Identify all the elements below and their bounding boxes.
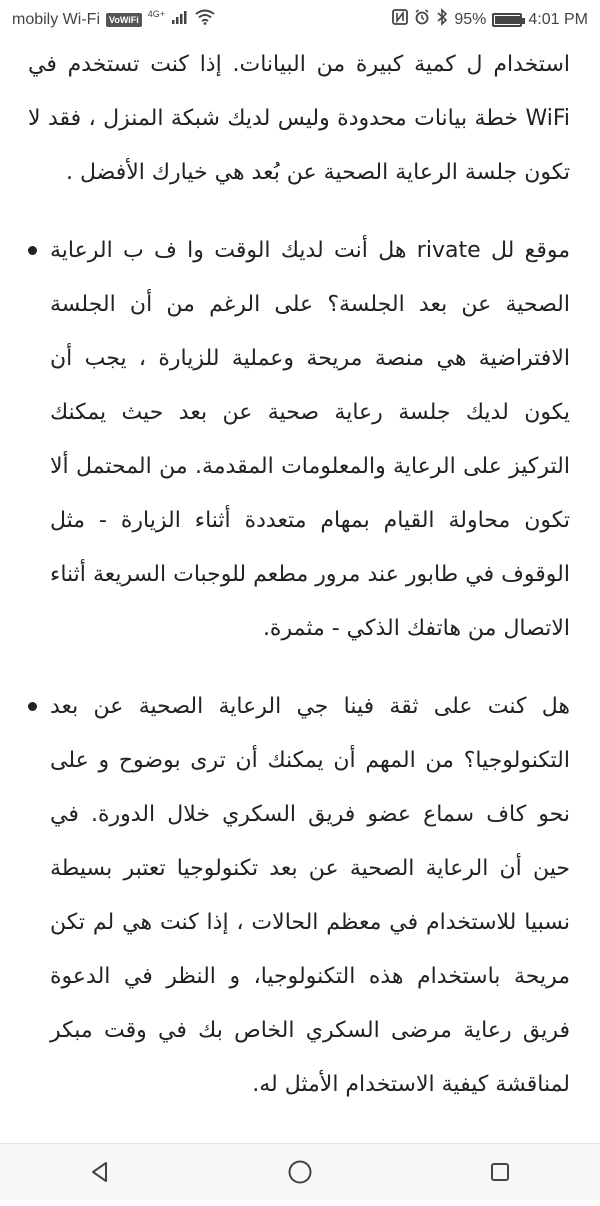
status-left [12, 9, 215, 30]
wifi-icon [195, 9, 215, 30]
bullet-icon [28, 246, 37, 255]
status-bar [0, 0, 600, 40]
network-type: 4G+ [147, 8, 166, 19]
article-content [28, 38, 570, 1140]
navigation-bar [0, 1143, 600, 1200]
recents-square-icon [488, 1160, 512, 1184]
home-circle-icon [287, 1159, 313, 1185]
bluetooth-icon [436, 9, 448, 30]
vowifi-badge: VoWiFi [106, 13, 142, 27]
carrier-label: mobily Wi-Fi [12, 10, 100, 28]
battery-percent: 95% [454, 10, 487, 28]
battery-icon [492, 13, 522, 27]
clock: 4:01 PM [528, 10, 588, 28]
bullet-icon [28, 702, 37, 711]
nfc-icon [392, 9, 408, 30]
bullet-text: موقع لل rivate هل أنت لديك الوقت وا ف ب الرعاية الصحية عن بعد الجلسة؟ على الرغم من أن الجلسة الافتراضية هي منصة مريحة وعملية للزيارة ، يجب أن يكون لديك جلسة رعاية صحية عن بعد حيث يمكنك التركيز على الرعاية والمعلومات المقدمة. من المحتمل ألا تكون محاولة القيام بمهام متعددة أثناء الزيارة - مثل الوقوف في طابور عند مرور مطعم للوجبات السريعة أثناء الاتصال من هاتفك الذكي - مثمرة. [50, 238, 570, 641]
home-button[interactable] [270, 1152, 330, 1192]
intro-paragraph: استخدام ل كمية كبيرة من البيانات. إذا كنت تستخدم في WiFi خطة بيانات محدودة وليس لديك شبكة المنزل ، فقد لا تكون جلسة الرعاية الصحية عن بُعد هي خيارك الأفضل . [28, 52, 570, 185]
alarm-icon [414, 9, 430, 30]
battery-fill [495, 16, 520, 24]
bullet-text: هل كنت على ثقة فينا جي الرعاية الصحية عن بعد التكنولوجيا؟ من المهم أن يمكنك أن ترى بوضوح و على نحو كاف سماع عضو فريق السكري خلال الدورة. في حين أن الرعاية الصحية عن بعد تكنولوجيا تعتبر بسيطة نسبيا للاستخدام في معظم الحالات ، إذا كنت هي لم تكن مريحة باستخدام هذه التكنولوجيا، و النظر في الدعوة فريق رعاية مرضى السكري الخاص بك في وقت مبكر لمناقشة كيفية الاستخدام الأمثل له. [50, 694, 570, 1097]
status-right [392, 9, 588, 30]
bullet-item [28, 224, 570, 656]
back-triangle-icon [88, 1160, 112, 1184]
bullet-item [28, 680, 570, 1112]
back-button[interactable] [70, 1152, 130, 1192]
signal-icon [171, 10, 189, 29]
recents-button[interactable] [470, 1152, 530, 1192]
